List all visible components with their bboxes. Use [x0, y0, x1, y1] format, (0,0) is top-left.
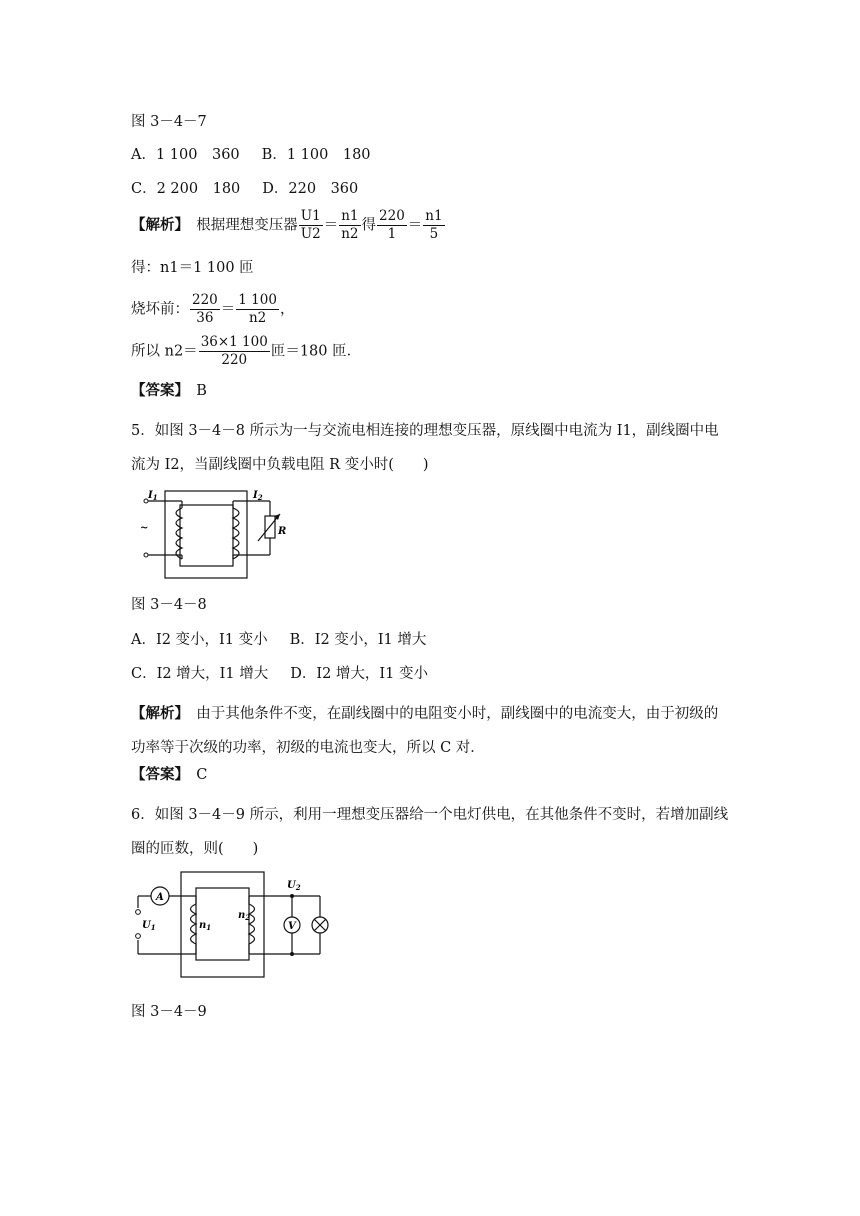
fraction-n1-5: $\frac{n1}{5}$ [425, 208, 443, 242]
label-u1: $U_1$ [142, 920, 156, 932]
answer-label: 【答案】 [131, 766, 182, 783]
figure-caption-3-4-7: 图 3－4－7 [131, 114, 207, 130]
q4-option-a[interactable]: A．1 100 360 [131, 147, 240, 163]
analysis-label: 【解析】 [131, 216, 182, 234]
q5-options-row-2 [131, 664, 428, 684]
label-u2: $U_2$ [287, 880, 301, 892]
q4-so [131, 334, 361, 369]
q5-option-a[interactable]: A．I2 变小，I1 变小 [131, 632, 268, 648]
fraction-u1-u2: $\frac{U1}{U2}$ [300, 208, 321, 242]
analysis-label: 【解析】 [131, 705, 182, 722]
q4-before [131, 292, 294, 327]
q4-options-row-2 [131, 179, 358, 199]
analysis-text: 根据理想变压器 [196, 217, 298, 234]
q4-option-b[interactable]: B．1 100 180 [261, 147, 371, 163]
q5-option-b[interactable]: B．I2 变小，I1 增大 [289, 632, 427, 648]
fraction-220-36: $\frac{220}{36}$ [192, 292, 218, 326]
q5-stem: 5．如图 3－4－8 所示为一与交流电相连接的理想变压器，原线圈中电流为 I1，副线圈中电流为 I2，当副线圈中负载电阻 R 变小时( ) [131, 423, 719, 473]
ac-source-symbol: ~ [140, 523, 149, 534]
answer-value: C [196, 767, 208, 783]
q4-result-n1: 得：n1＝1 100 匝 [131, 260, 254, 276]
q4-answer [131, 381, 207, 401]
transformer-diagram-3-4-9 [132, 870, 338, 980]
q4-analysis [131, 208, 446, 243]
q4-options-row-1 [131, 145, 371, 165]
fraction-36x1100-220: $\frac{36\times 1 100}{220}$ [200, 334, 268, 368]
fraction-n1-n2: $\frac{n1}{n2}$ [341, 208, 359, 242]
q6-stem: 6．如图 3－4－9 所示，利用一理想变压器给一个电灯供电，在其他条件不变时，若增加副线圈的匝数，则( ) [131, 807, 729, 857]
figure-caption-3-4-8: 图 3－4－8 [131, 597, 207, 613]
so-tail: 匝＝180 匝． [270, 343, 362, 360]
answer-value: B [196, 383, 207, 399]
q4-option-c[interactable]: C．2 200 180 [131, 181, 241, 197]
comma: ， [279, 301, 295, 318]
so-label: 所以 n2＝ [131, 343, 198, 360]
de-text: 得 [361, 217, 377, 234]
fraction-1100-n2: $\frac{1 100}{n2}$ [238, 292, 277, 326]
fraction-220-1: $\frac{220}{1}$ [379, 208, 405, 242]
voltmeter-label: V [288, 921, 296, 932]
label-i2: $I_2$ [253, 490, 263, 502]
figure-caption-3-4-9: 图 3－4－9 [131, 1004, 207, 1020]
equals-sign: ＝ [323, 217, 339, 234]
equals-sign: ＝ [220, 301, 236, 318]
q4-option-d[interactable]: D．220 360 [262, 181, 359, 197]
equals-sign: ＝ [407, 217, 423, 234]
before-label: 烧坏前： [131, 301, 189, 318]
q5-analysis [131, 697, 731, 765]
ammeter-label: A [156, 892, 164, 903]
answer-label: 【答案】 [131, 382, 182, 399]
q5-option-c[interactable]: C．I2 增大，I1 增大 [131, 666, 269, 682]
analysis-text: 由于其他条件不变，在副线圈中的电阻变小时，副线圈中的电流变大，由于初级的功率等于次级的功率，初级的电流也变大，所以 C 对． [131, 706, 719, 756]
label-i1: $I_1$ [148, 490, 158, 502]
q5-options-row-1 [131, 630, 426, 650]
q5-answer [131, 765, 207, 785]
label-r: R [278, 526, 287, 537]
label-n2: $n_2$ [238, 910, 251, 922]
q5-option-d[interactable]: D．I2 增大，I1 变小 [290, 666, 428, 682]
label-n1: $n_1$ [199, 920, 212, 932]
transformer-diagram-3-4-8 [138, 486, 298, 582]
